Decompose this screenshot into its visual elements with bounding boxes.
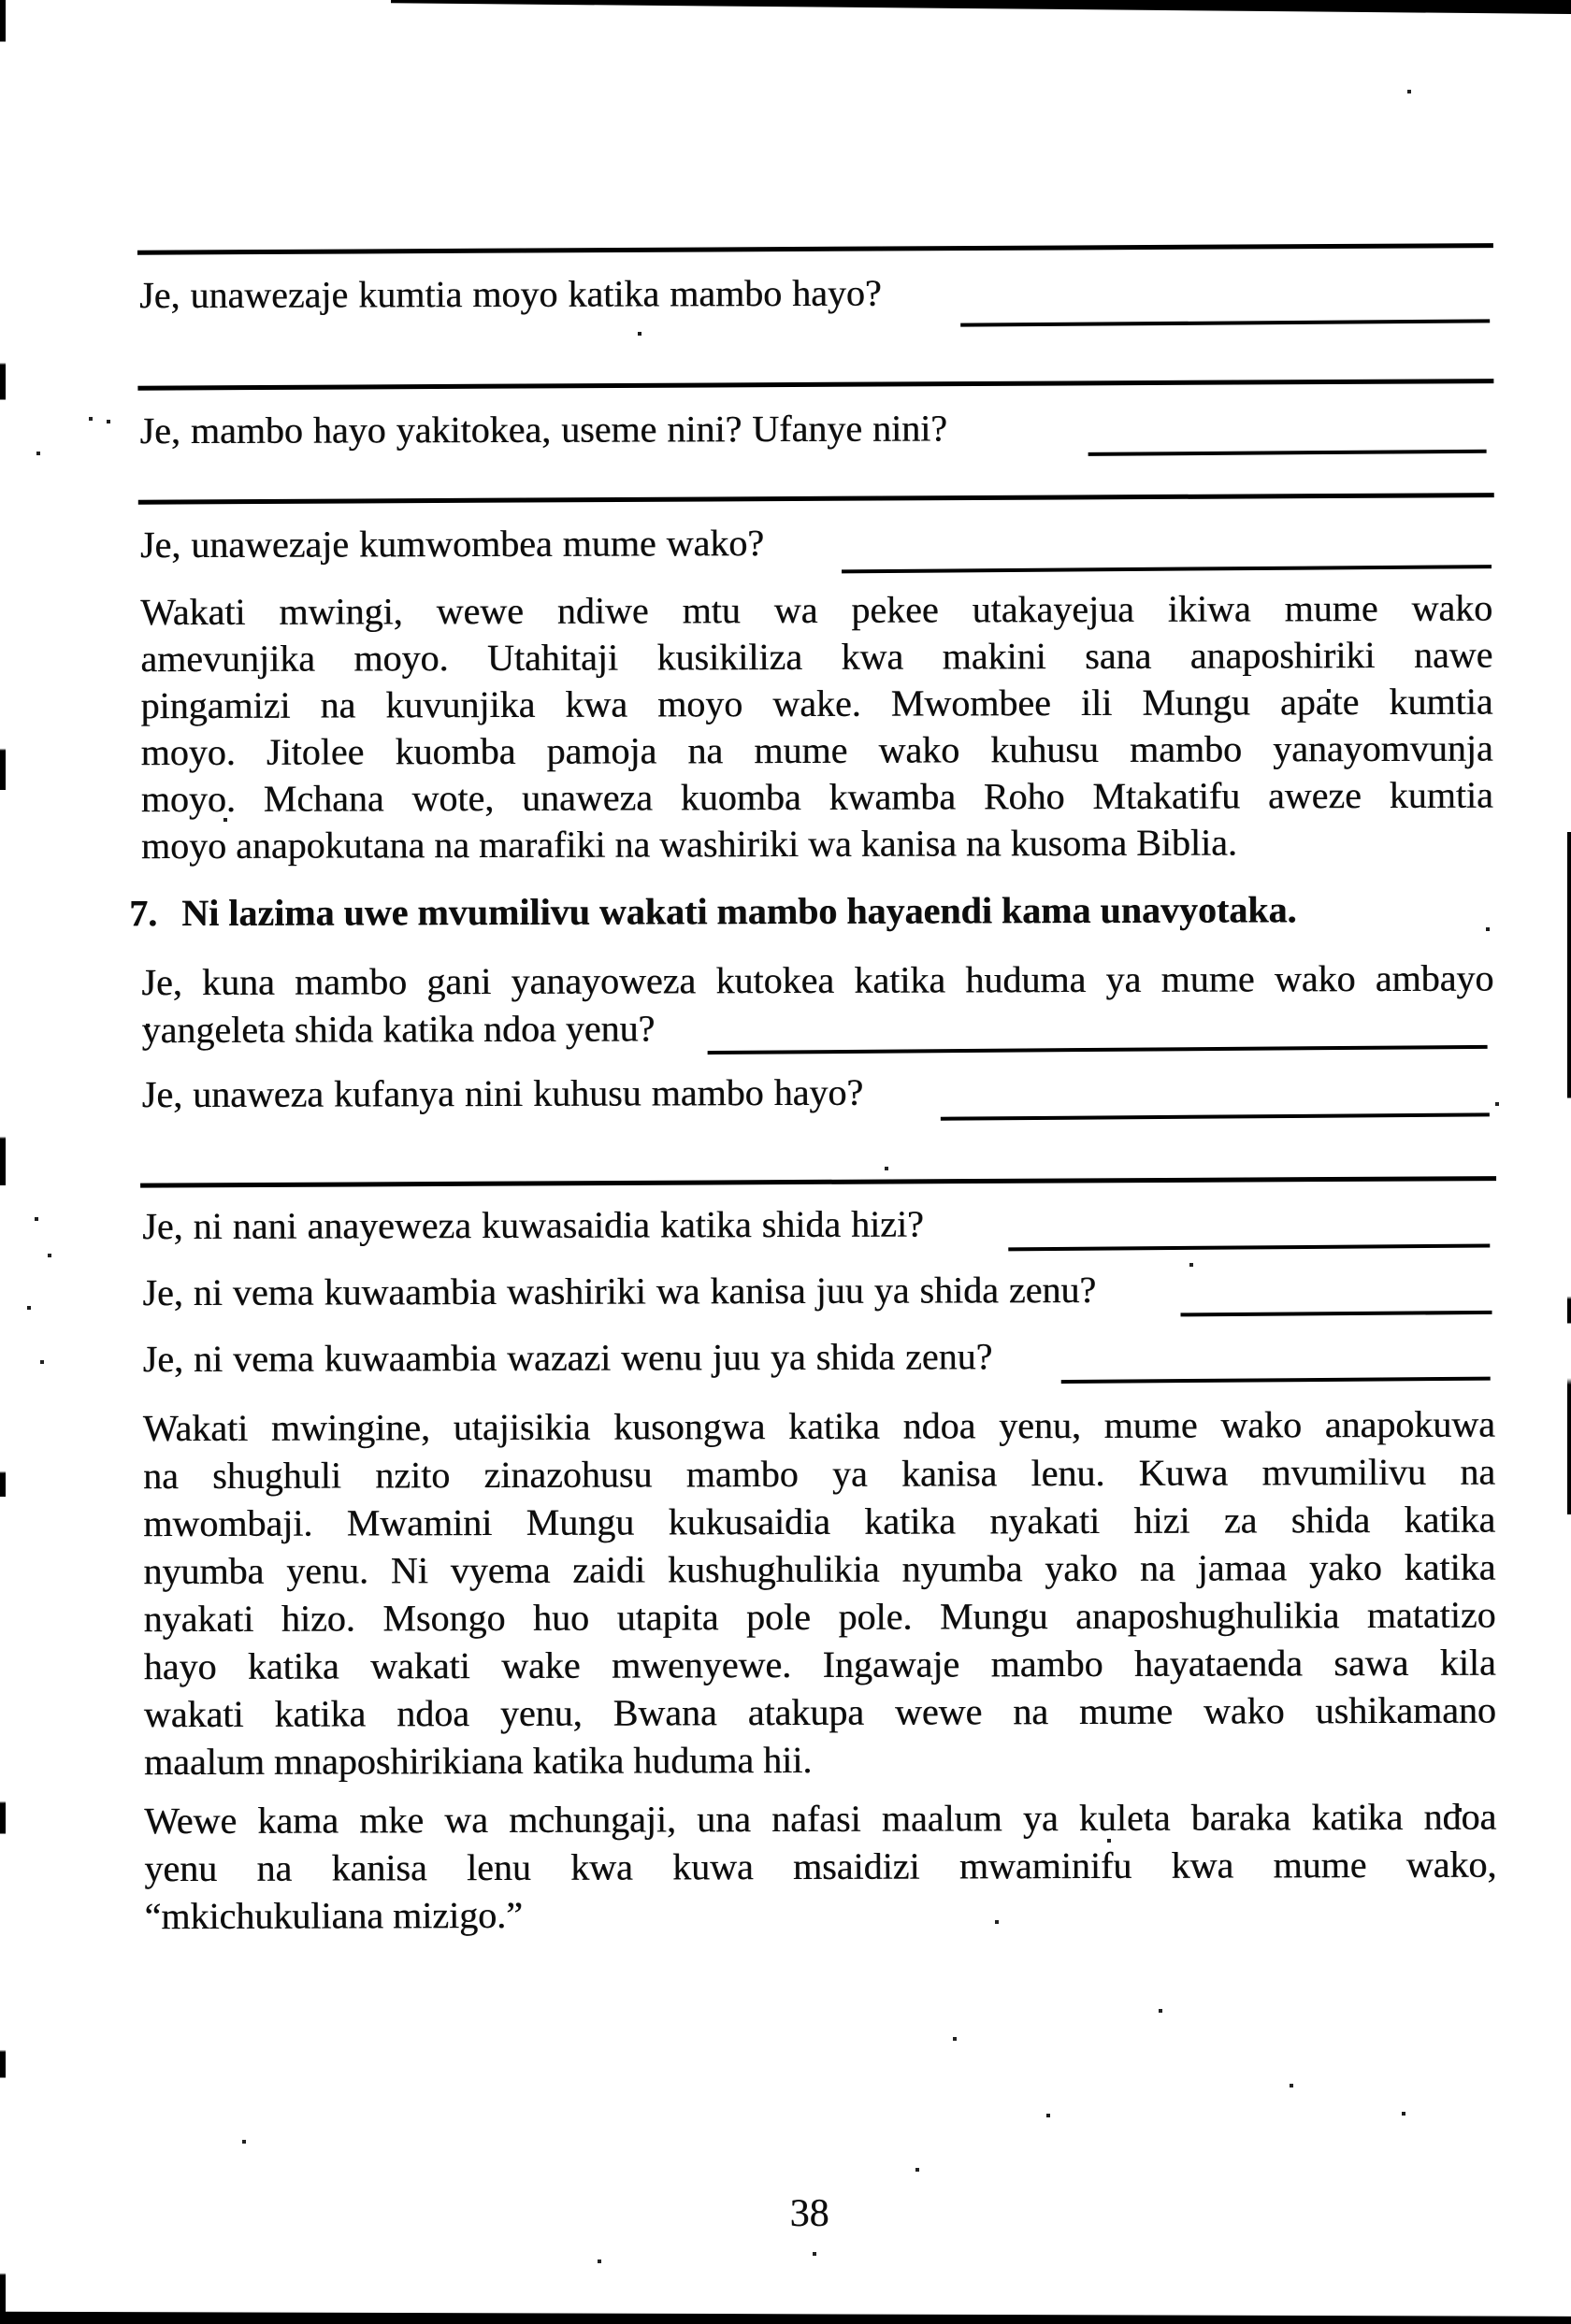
paragraph-3-line-1: Wewe kama mke wa mchungaji, una nafasi maalum ya kuleta baraka katika ndoa: [144, 1795, 1497, 1843]
question-3: Je, unawezaje kumwombea mume wako?: [139, 522, 765, 567]
paragraph-1-line-4: moyo. Jitolee kuomba pamoja na mume wako kuhusu mambo yanayomvunja: [140, 726, 1493, 774]
answer-line-1: [137, 243, 1493, 255]
paragraph-1-line-5: moyo. Mchana wote, unaweza kuomba kwamba Roho Mtakatifu aweze kumtia: [140, 773, 1493, 821]
answer-line-2: [137, 379, 1493, 391]
paragraph-2-line-3: mwombaji. Mwamini Mungu kukusaidia katika nyakati hizi za shida katika: [143, 1498, 1496, 1545]
question-2: Je, mambo hayo yakitokea, useme nini? Ufanye nini?: [139, 407, 948, 452]
paragraph-1: [140, 585, 1493, 870]
question-4-line-2: yangeleta shida katika ndoa yenu?: [141, 1007, 656, 1052]
answer-blank-q3: [842, 565, 1492, 573]
paragraph-1-line-2: amevunjika moyo. Utahitaji kusikiliza kwa makini sana anaposhiriki nawe: [140, 633, 1493, 681]
paragraph-2-line-8: maalum mnaposhirikiana katika huduma hii.: [143, 1738, 813, 1784]
question-6: Je, ni nani anayeweza kuwasaidia katika shida hizi?: [142, 1202, 924, 1248]
question-5: Je, unaweza kufanya nini kuhusu mambo hayo?: [141, 1070, 864, 1116]
question-4: [141, 954, 1493, 1054]
question-8: Je, ni vema kuwaambia wazazi wenu juu ya shida zenu?: [142, 1335, 993, 1381]
paragraph-2-line-5: nyakati hizo. Msongo huo utapita pole pole. Mungu anaposhughulikia matatizo: [143, 1593, 1496, 1641]
section-7-heading: [129, 887, 1485, 937]
answer-blank-q2: [1088, 450, 1487, 456]
paragraph-1-line-3: pingamizi na kuvunjika kwa moyo wake. Mwombee ili Mungu apate kumtia: [140, 680, 1493, 727]
paragraph-2-line-6: hayo katika wakati wake mwenyewe. Ingawaje mambo hayataenda sawa kila: [143, 1641, 1496, 1688]
question-4-line-1: Je, kuna mambo gani yanayoweza kutokea katika huduma ya mume wako ambayo: [141, 956, 1494, 1004]
answer-line-4: [140, 1176, 1496, 1188]
paragraph-1-line-1: Wakati mwingi, wewe ndiwe mtu wa pekee utakayejua ikiwa mume wako: [140, 586, 1493, 634]
page-number: 38: [789, 2191, 829, 2235]
paragraph-2-line-7: wakati katika ndoa yenu, Bwana atakupa wewe na mume wako ushikamano: [143, 1688, 1496, 1736]
paragraph-3-line-2: yenu na kanisa lenu kwa kuwa msaidizi mwaminifu kwa mume wako,: [144, 1843, 1497, 1890]
question-1: Je, unawezaje kumtia moyo katika mambo hayo?: [139, 271, 882, 317]
paragraph-1-line-6: moyo anapokutana na marafiki na washiriki wa kanisa na kusoma Biblia.: [140, 821, 1237, 868]
paragraph-2: [143, 1400, 1496, 1786]
answer-line-3: [138, 493, 1494, 505]
paragraph-2-line-4: nyumba yenu. Ni vyema zaidi kushughulikia nyumba yako na jamaa yako katika: [143, 1545, 1496, 1593]
paragraph-3-line-3: “mkichukuliana mizigo.”: [144, 1893, 523, 1938]
paragraph-3: [144, 1793, 1496, 1941]
answer-blank-q1: [960, 319, 1490, 326]
section-7-number: 7.: [129, 892, 158, 935]
section-7-title: Ni lazima uwe mvumilivu wakati mambo hayaendi kama unavyotaka.: [181, 888, 1297, 935]
paragraph-2-line-2: na shughuli nzito zinazohusu mambo ya kanisa lenu. Kuwa mvumilivu na: [142, 1450, 1496, 1498]
question-7: Je, ni vema kuwaambia washiriki wa kanisa juu ya shida zenu?: [142, 1268, 1097, 1314]
paragraph-2-line-1: Wakati mwingine, utajisikia kusongwa katika ndoa yenu, mume wako anapokuwa: [142, 1402, 1495, 1450]
